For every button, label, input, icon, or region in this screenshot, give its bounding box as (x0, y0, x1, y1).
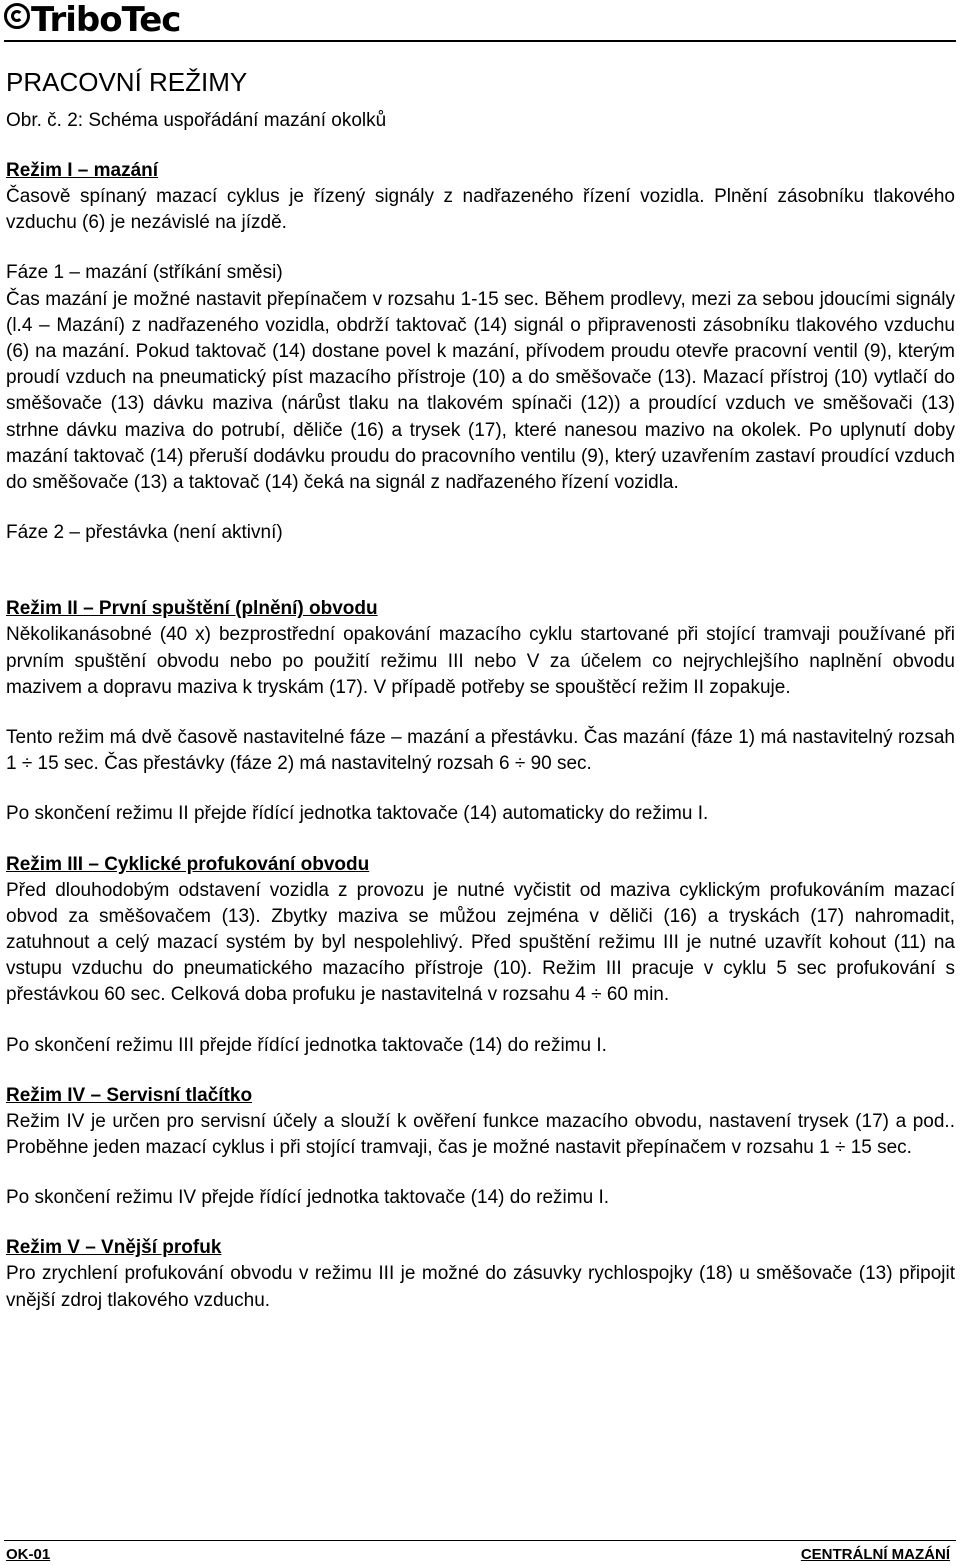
footer-document-code: OK-01 (6, 1546, 51, 1563)
footer-section-name: CENTRÁLNÍ MAZÁNÍ (800, 1546, 950, 1563)
paragraph: Režim IV je určen pro servisní účely a slouží k ověření funkce mazacího obvodu, nastavení trysek (17) a pod.. Proběhne jeden mazací cyklus i při stojící tramvaji, čas je možné nastavit přepínačem v rozsahu 1 ÷ 15 sec. (6, 1110, 955, 1159)
section-heading: Režim I – mazání (6, 160, 159, 181)
paragraph: Tento režim má dvě časově nastavitelné fáze – mazání a přestávku. Čas mazání (fáze 1) má nastavitelný rozsah 1 ÷ 15 sec. Čas přestávky (fáze 2) má nastavitelný rozsah 6 ÷ 90 sec. (6, 727, 955, 775)
section-heading: Režim V – Vnější profuk (6, 1237, 222, 1259)
paragraph: Časově spínaný mazací cyklus je řízený signály z nadřazeného řízení vozidla. Plnění zásobníku tlakového vzduchu (6) je nezávislé na jízdě. (6, 186, 955, 234)
header-divider (4, 40, 956, 42)
document-body (6, 66, 955, 1338)
paragraph: Po skončení režimu II přejde řídící jednotka taktovače (14) automaticky do režimu I. (6, 803, 709, 825)
paragraph: Čas mazání je možné nastavit přepínačem v rozsahu 1-15 sec. Během prodlevy, mezi za sebou jdoucími signály (l.4 – Mazání) z nadřazeného vozidla, obdrží taktovač (14) signál o připravenosti zásobníku tlakového vzduchu (6) na mazání. Pokud taktovač (14) dostane povel k mazání, přívodem proudu otevře pracovní ventil (9), kterým proudí vzduch na pneumatický píst mazacího přístroje (10) a do směšovače (13). Mazací přístroj (10) vytlačí do směšovače (13) dávku maziva (nárůst tlaku na tlakovém spínači (12)) a proudící vzduch ve směšovači (13) strhne dávku maziva do potrubí, děliče (16) a trysek (17), které nanesou mazivo na okolek. Po uplynutí doby mazání taktovač (14) přeruší dodávku proudu do pracovního ventilu (9), který uzavřením zastaví proudící vzduch do směšovače (13) a taktovač (14) čeká na signál z nadřazeného řízení vozidla. (6, 288, 955, 494)
section-mode-5 (6, 1235, 955, 1313)
section-mode-1 (6, 158, 955, 546)
section-mode-2 (6, 596, 955, 827)
paragraph: Několikanásobné (40 x) bezprostřední opakování mazacího cyklu startované při stojící tramvaji používané při prvním spuštění obvodu nebo po použití režimu III nebo V za účelem co nejrychlejšího naplnění obvodu mazivem a dopravu maziva k tryskám (17). V případě potřeby se spouštěcí režim II zopakuje. (6, 624, 955, 698)
paragraph: Po skončení režimu III přejde řídící jednotka taktovače (14) do režimu I. (6, 1034, 607, 1056)
logo-text: TriboTec (31, 0, 181, 40)
phase-title: Fáze 1 – mazání (stříkání směsi) (6, 262, 283, 284)
paragraph: Pro zrychlení profukování obvodu v režimu III je možné do zásuvky rychlospojky (18) u směšovače (13) připojit vnější zdroj tlakového vzduchu. (6, 1263, 955, 1311)
page-header (0, 0, 960, 44)
footer-divider (4, 1540, 956, 1541)
phase-title: Fáze 2 – přestávka (není aktivní) (6, 522, 283, 544)
page-title: PRACOVNÍ REŽIMY (6, 67, 248, 97)
section-mode-4 (6, 1083, 955, 1212)
section-heading: Režim IV – Servisní tlačítko (6, 1084, 253, 1106)
section-heading: Režim II – První spuštění (plnění) obvodu (6, 598, 378, 620)
paragraph: Před dlouhodobým odstavení vozidla z provozu je nutné vyčistit od maziva cyklickým profukováním mazací obvod za směšovačem (13). Zbytky maziva se můžou zejména v děliči (16) a tryskách (17) nahromadit, zatuhnout a celý mazací systém by byl nespolehlivý. Před spuštění režimu III je nutné uzavřít kohout (11) na vstupu vzduchu do pneumatického mazacího přístroje (10). Režim III pracuje v cyklu 5 sec profukování s přestávkou 60 sec. Celková doba profuku je nastavitelná v rozsahu 4 ÷ 60 min. (6, 879, 955, 1006)
section-heading: Režim III – Cyklické profukování obvodu (6, 853, 370, 875)
figure-caption: Obr. č. 2: Schéma uspořádání mazání okolků (6, 110, 387, 131)
tribotec-logo (4, 0, 180, 40)
section-mode-3 (6, 852, 955, 1059)
logo-ring-icon (4, 3, 30, 29)
paragraph: Po skončení režimu IV přejde řídící jednotka taktovače (14) do režimu I. (6, 1187, 610, 1209)
